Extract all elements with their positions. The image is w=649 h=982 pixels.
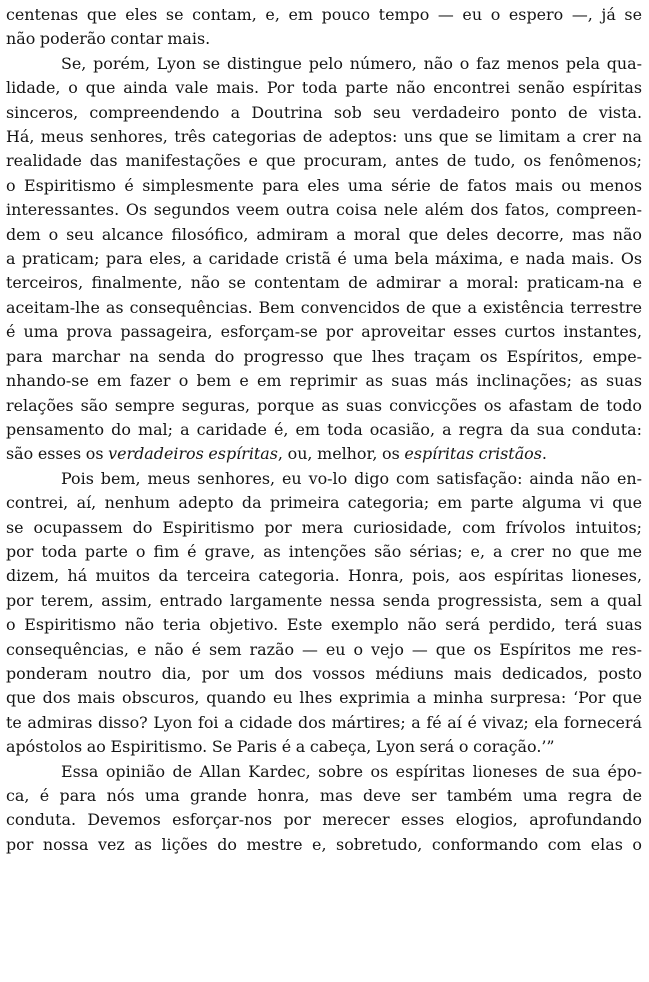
- text-run: .: [541, 444, 547, 464]
- text-run: interessantes. Os segundos veem outra coisa nele além dos fatos, compreen-: [6, 200, 642, 220]
- text-line: [6, 833, 642, 857]
- text-line: [6, 174, 642, 198]
- text-line: [6, 3, 642, 27]
- text-run: realidade das manifestações e que procuram, antes de tudo, os fenômenos;: [6, 151, 642, 171]
- text-run: o Espiritismo é simplesmente para eles uma série de fatos mais ou menos: [6, 175, 642, 195]
- text-run: por terem, assim, entrado largamente nessa senda progressista, sem a qual: [6, 590, 642, 610]
- text-line: [6, 540, 642, 564]
- text-line: [6, 418, 642, 442]
- text-line: [6, 198, 642, 222]
- text-line: [6, 711, 642, 735]
- text-line: [6, 638, 642, 662]
- text-line: [6, 101, 642, 125]
- paragraph: [6, 467, 642, 760]
- text-line: [6, 320, 642, 344]
- italic-text: verdadeiros espíritas: [108, 444, 278, 464]
- text-line: [6, 467, 642, 491]
- text-run: contrei, aí, nenhum adepto da primeira categoria; em parte alguma vi que: [6, 493, 642, 513]
- book-page: [6, 3, 642, 857]
- text-run: Há, meus senhores, três categorias de adeptos: uns que se limitam a crer na: [6, 127, 642, 147]
- text-run: se ocupassem do Espiritismo por mera curiosidade, com frívolos intuitos;: [6, 517, 642, 537]
- text-line: [6, 223, 642, 247]
- text-line: [6, 589, 642, 613]
- text-run: terceiros, finalmente, não se contentam de admirar a moral: praticam-na e: [6, 273, 642, 293]
- text-run: aceitam-lhe as consequências. Bem convencidos de que a existência terrestre: [6, 297, 642, 317]
- text-line: [6, 442, 642, 466]
- text-run: , ou, melhor, os: [277, 444, 405, 464]
- text-line: [6, 784, 642, 808]
- text-run: lidade, o que ainda vale mais. Por toda parte não encontrei senão espíritas: [6, 78, 642, 98]
- text-line: [6, 760, 642, 784]
- text-line: [6, 491, 642, 515]
- paragraph: [6, 52, 642, 467]
- text-run: apóstolos ao Espiritismo. Se Paris é a cabeça, Lyon será o coração.’”: [6, 737, 555, 757]
- text-run: Essa opinião de Allan Kardec, sobre os espíritas lioneses de sua épo-: [61, 761, 642, 781]
- italic-text: espíritas cristãos: [404, 444, 542, 464]
- text-run: o Espiritismo não teria objetivo. Este exemplo não será perdido, terá suas: [6, 615, 642, 635]
- text-run: é uma prova passageira, esforçam-se por aproveitar esses curtos instantes,: [6, 322, 642, 342]
- text-line: [6, 125, 642, 149]
- text-line: [6, 369, 642, 393]
- text-run: ponderam noutro dia, por um dos vossos médiuns mais dedicados, posto: [6, 663, 642, 683]
- text-run: por toda parte o fim é grave, as intenções são sérias; e, a crer no que me: [6, 541, 642, 561]
- text-line: [6, 686, 642, 710]
- text-run: são esses os: [6, 444, 109, 464]
- text-line: [6, 613, 642, 637]
- text-run: Se, porém, Lyon se distingue pelo número, não o faz menos pela qua-: [61, 53, 642, 73]
- text-line: [6, 27, 642, 51]
- text-line: [6, 516, 642, 540]
- text-run: relações são sempre seguras, porque as suas convicções os afastam de todo: [6, 395, 642, 415]
- text-run: a praticam; para eles, a caridade cristã é uma bela máxima, e nada mais. Os: [6, 249, 642, 269]
- text-run: para marchar na senda do progresso que lhes traçam os Espíritos, empe-: [6, 346, 642, 366]
- text-run: Pois bem, meus senhores, eu vo-lo digo com satisfação: ainda não en-: [61, 468, 642, 488]
- text-run: sinceros, compreendendo a Doutrina sob seu verdadeiro ponto de vista.: [6, 102, 642, 122]
- paragraph: [6, 760, 642, 858]
- text-run: centenas que eles se contam, e, em pouco tempo — eu o espero —, já se: [6, 5, 642, 24]
- text-line: [6, 271, 642, 295]
- text-run: dem o seu alcance filosófico, admiram a moral que deles decorre, mas não: [6, 224, 642, 244]
- text-line: [6, 345, 642, 369]
- text-line: [6, 76, 642, 100]
- text-run: pensamento do mal; a caridade é, em toda ocasião, a regra da sua conduta:: [6, 419, 642, 439]
- text-run: por nossa vez as lições do mestre e, sobretudo, conformando com elas o: [6, 834, 642, 854]
- text-run: nhando-se em fazer o bem e em reprimir as suas más inclinações; as suas: [6, 371, 642, 391]
- text-run: não poderão contar mais.: [6, 29, 211, 49]
- text-run: consequências, e não é sem razão — eu o vejo — que os Espíritos me res-: [6, 639, 642, 659]
- text-run: dizem, há muitos da terceira categoria. Honra, pois, aos espíritas lioneses,: [6, 566, 642, 586]
- text-line: [6, 394, 642, 418]
- text-line: [6, 247, 642, 271]
- paragraph: [6, 3, 642, 52]
- text-line: [6, 52, 642, 76]
- text-line: [6, 564, 642, 588]
- text-run: conduta. Devemos esforçar-nos por merecer esses elogios, aprofundando: [6, 810, 642, 830]
- text-line: [6, 808, 642, 832]
- text-line: [6, 735, 642, 759]
- text-line: [6, 296, 642, 320]
- text-line: [6, 149, 642, 173]
- text-run: te admiras disso? Lyon foi a cidade dos mártires; a fé aí é vivaz; ela fornecerá: [6, 712, 642, 732]
- text-run: que dos mais obscuros, quando eu lhes exprimia a minha surpresa: ‘Por que: [6, 688, 642, 708]
- text-line: [6, 662, 642, 686]
- text-run: ca, é para nós uma grande honra, mas deve ser também uma regra de: [6, 786, 642, 805]
